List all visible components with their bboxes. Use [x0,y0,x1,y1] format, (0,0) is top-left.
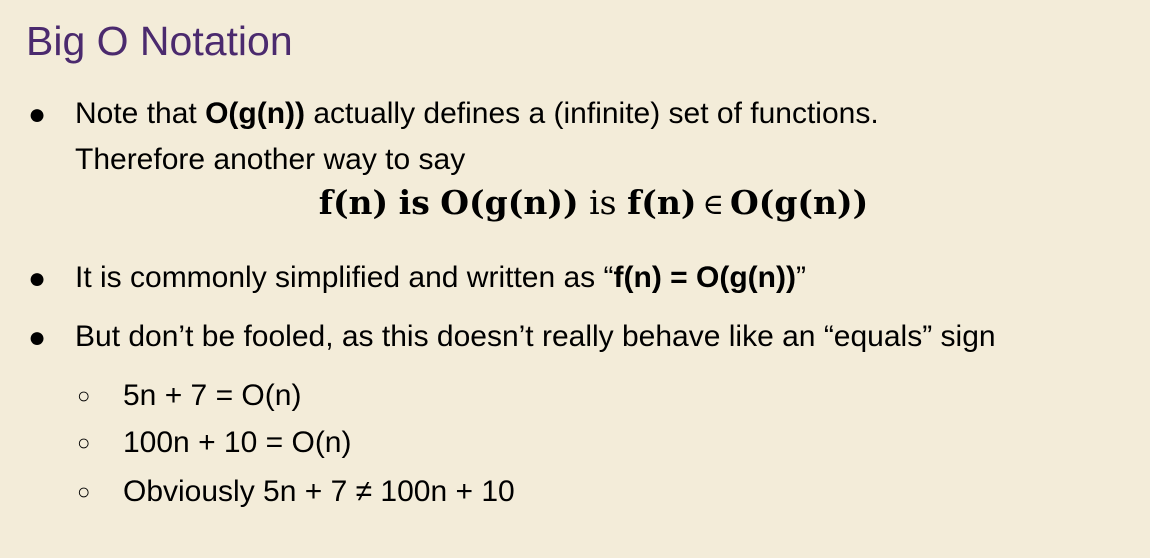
sub-bullet-circle: ○ [77,430,91,455]
equation-rhs: O(g(n)) [729,183,869,222]
bullet-1-pre: Note that [75,97,206,130]
sub-bullet-text-2: 100n + 10 = O(n) [123,426,352,459]
bullet-dot: ● [28,262,47,295]
bullet-text-3: But don’t be fooled, as this doesn’t really behave like an “equals” sign [75,320,996,353]
bullet-text-2 [75,255,806,300]
sub-bullet-text-3: Obviously 5n + 7 ≠ 100n + 10 [123,475,515,508]
bullet-2-post: ” [795,261,806,294]
bullet-text-1-line2: Therefore another way to say [75,143,466,176]
equation-mid: O(g(n)) [440,183,579,222]
slide-title: Big O Notation [26,18,293,64]
equation-is-1: is [398,183,430,222]
bullet-2-pre: It is commonly simplified and written as “ [75,261,614,294]
bullet-dot: ● [28,321,47,354]
equation [0,182,1150,225]
bullet-1-post: actually defines a (infinite) set of functions. [305,97,879,130]
equation-fn: f(n) [627,183,697,222]
sub-bullet-circle: ○ [77,479,91,504]
equation-lhs: f(n) [318,183,389,222]
bullet-text-1 [75,91,879,136]
sub-bullet-circle: ○ [77,383,91,408]
sub-bullet-text-1: 5n + 7 = O(n) [123,379,302,412]
equation-is-2: is [589,183,617,222]
bullet-1-bold: O(g(n)) [205,97,306,130]
bullet-dot: ● [28,98,47,131]
bullet-2-bold: f(n) = O(g(n)) [613,261,796,294]
element-of-symbol: ∈ [702,187,724,221]
